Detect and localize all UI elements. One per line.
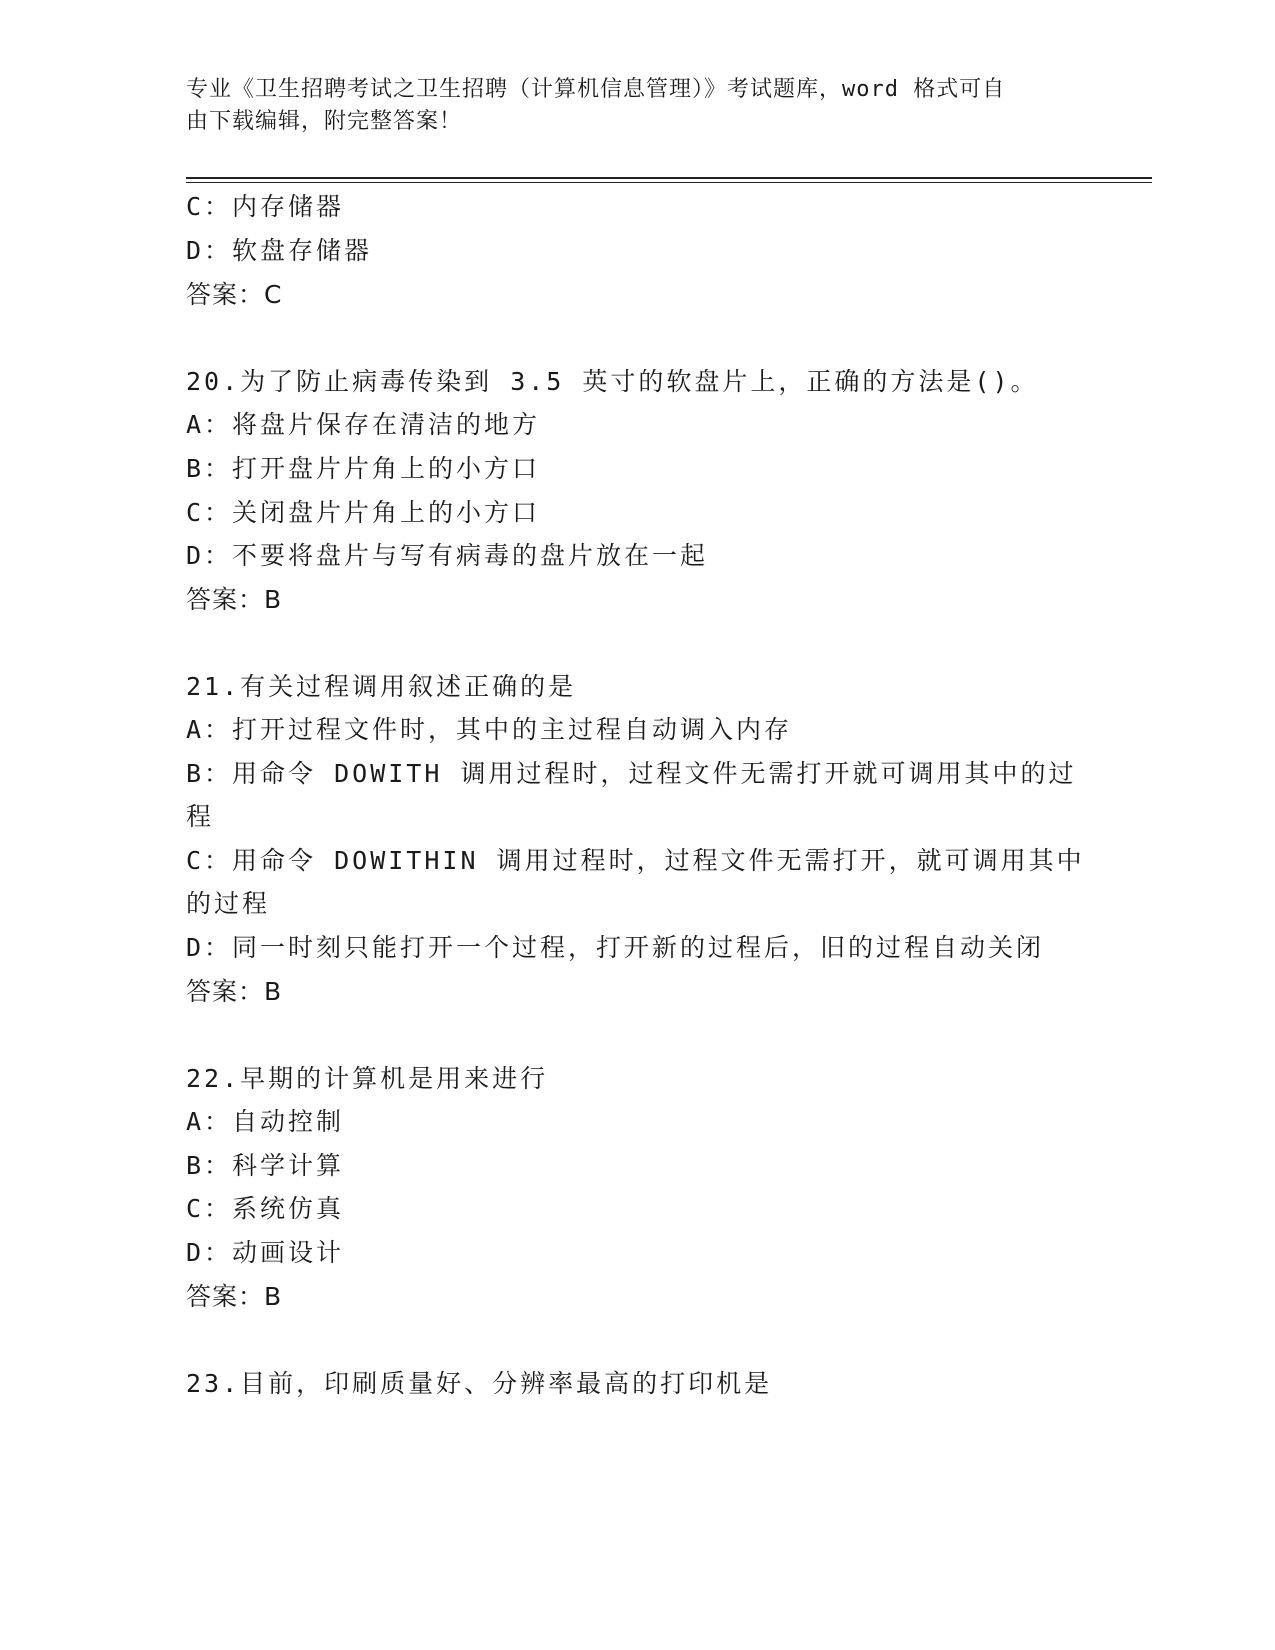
question-22-answer: 答案：B <box>186 1282 283 1311</box>
header-line-1: 专业《卫生招聘考试之卫生招聘（计算机信息管理）》考试题库，word 格式可自 <box>186 77 1006 102</box>
question-20-option-d: D：不要将盘片与写有病毒的盘片放在一起 <box>186 541 709 570</box>
question-20-stem: 20.为了防止病毒传染到 3.5 英寸的软盘片上，正确的方法是()。 <box>186 367 1039 396</box>
question-21-option-c: C：用命令 DOWITHIN 调用过程时，过程文件无需打开，就可调用其中 <box>186 846 1085 875</box>
header-rule-thick <box>186 177 1152 179</box>
document-header <box>186 74 1066 138</box>
header-line-2: 由下载编辑，附完整答案！ <box>186 109 463 134</box>
question-20-option-c: C：关闭盘片片角上的小方口 <box>186 498 541 527</box>
question-21-stem: 21.有关过程调用叙述正确的是 <box>186 672 577 701</box>
question-22-option-a: A：自动控制 <box>186 1107 345 1136</box>
question-22-option-b: B：科学计算 <box>186 1151 345 1180</box>
question-20-answer: 答案：B <box>186 585 283 614</box>
question-21-option-b: B：用命令 DOWITH 调用过程时，过程文件无需打开就可调用其中的过 <box>186 759 1077 788</box>
question-21-answer: 答案：B <box>186 977 283 1006</box>
question-20-option-b: B：打开盘片片角上的小方口 <box>186 454 541 483</box>
question-22-option-c: C：系统仿真 <box>186 1194 345 1223</box>
question-21-option-d: D：同一时刻只能打开一个过程，打开新的过程后，旧的过程自动关闭 <box>186 933 1045 962</box>
question-22-stem: 22.早期的计算机是用来进行 <box>186 1064 549 1093</box>
question-22-option-d: D：动画设计 <box>186 1238 345 1267</box>
question-21-option-a: A：打开过程文件时，其中的主过程自动调入内存 <box>186 715 793 744</box>
question-23-stem: 23.目前，印刷质量好、分辨率最高的打印机是 <box>186 1369 773 1398</box>
option-c: C：内存储器 <box>186 192 345 221</box>
header-rule-thin <box>186 182 1152 183</box>
option-d: D：软盘存储器 <box>186 236 373 265</box>
question-21-option-c-cont: 的过程 <box>186 889 271 918</box>
question-21-option-b-cont: 程 <box>186 802 215 831</box>
question-20-option-a: A：将盘片保存在清洁的地方 <box>186 410 541 439</box>
answer: 答案：C <box>186 280 283 309</box>
